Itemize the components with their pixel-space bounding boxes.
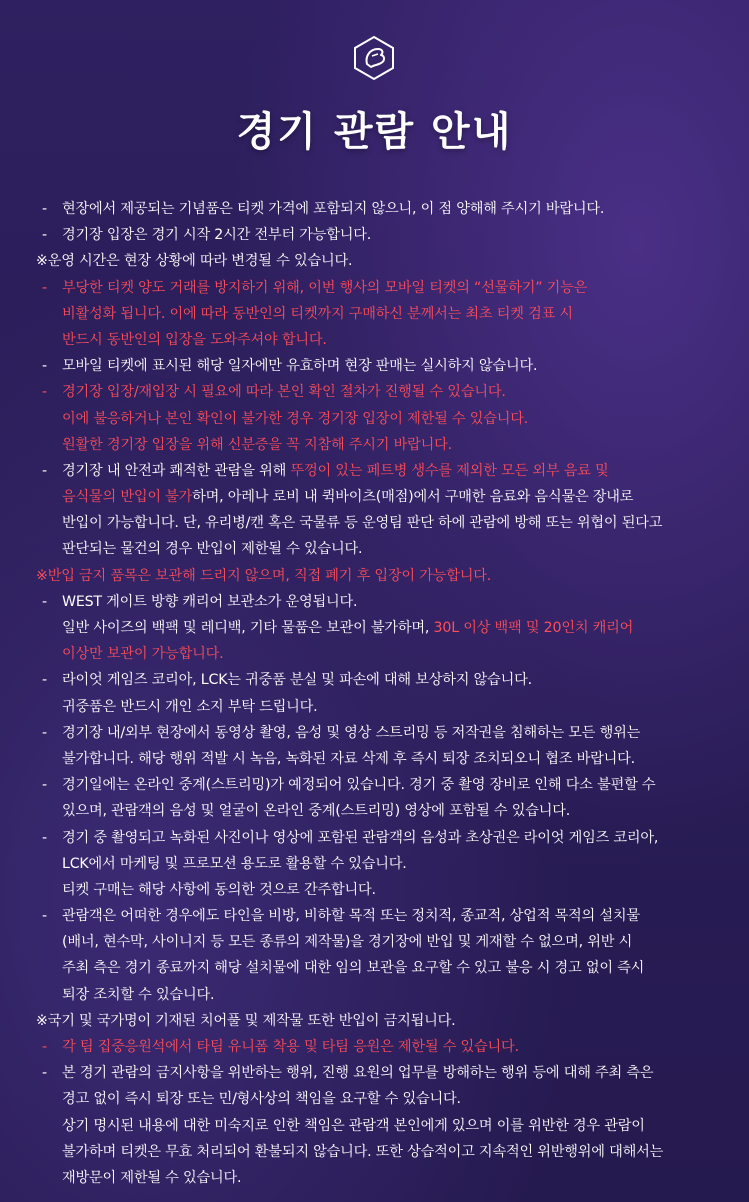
notice-text-highlight: 뚜껑이 있는 페트병 생수를 제외한 모든 외부 음료 및 <box>290 462 609 479</box>
notice-line <box>36 1165 716 1191</box>
notice-text-highlight: 각 팀 집중응원석에서 타팀 유니폼 착용 및 타팀 응원은 제한될 수 있습니다. <box>62 1039 519 1055</box>
notice-line <box>36 720 716 746</box>
notice-text: 본 경기 관람의 금지사항을 위반하는 행위, 진행 요원의 업무를 방해하는 행위 등에 대해 주최 측은 <box>62 1065 654 1082</box>
bullet-marker: - <box>42 358 47 375</box>
notice-line <box>36 851 716 877</box>
notice-text-highlight: 이에 불응하거나 본인 확인이 불가한 경우 경기장 입장이 제한될 수 있습니다. <box>62 410 529 427</box>
notice-line <box>36 798 716 824</box>
notice-text: 모바일 티켓에 표시된 해당 일자에만 유효하며 현장 판매는 실시하지 않습니다. <box>62 358 538 375</box>
notice-text: 경기장 입장은 경기 시작 2시간 전부터 가능합니다. <box>62 227 372 244</box>
notice-line <box>36 1008 716 1034</box>
notice-text: 경기장 내/외부 현장에서 동영상 촬영, 음성 및 영상 스트리밍 등 저작권을 침해하는 모든 행위는 <box>62 724 641 741</box>
notice-line <box>36 353 716 379</box>
bullet-marker: - <box>42 384 47 401</box>
notice-line <box>36 275 716 301</box>
notice-line <box>36 536 716 562</box>
notice-text: 퇴장 조치할 수 있습니다. <box>62 986 215 1003</box>
notice-text: 경기 중 촬영되고 녹화된 사진이나 영상에 포함된 관람객의 음성과 초상권은 라이엇 게임즈 코리아, <box>62 829 659 846</box>
bullet-marker: - <box>42 593 47 610</box>
bullet-marker: - <box>42 829 47 846</box>
notice-text-highlight: 음식물의 반입이 불가 <box>62 489 193 506</box>
notice-text: 귀중품은 반드시 개인 소지 부탁 드립니다. <box>62 698 318 715</box>
bullet-marker: - <box>42 201 47 217</box>
notice-line <box>36 929 716 955</box>
notice-text: LCK에서 마케팅 및 프로모션 용도로 활용할 수 있습니다. <box>62 855 407 872</box>
notice-text-highlight: ※반입 금지 품목은 보관해 드리지 않으며, 직접 폐기 후 입장이 가능합니다. <box>36 567 492 584</box>
notice-line <box>36 484 716 510</box>
notice-line <box>36 903 716 929</box>
notice-text-highlight: 비활성화 됩니다. 이에 따라 동반인의 티켓까지 구매하신 분께서는 최초 티켓 검표 시 <box>62 305 573 322</box>
notice-line <box>36 1113 716 1139</box>
notice-line <box>36 825 716 851</box>
notice-text: 경기일에는 온라인 중계(스트리밍)가 예정되어 있습니다. 경기 중 촬영 장비로 인해 다소 불편할 수 <box>62 777 656 794</box>
notice-text: 현장에서 제공되는 기념품은 티켓 가격에 포함되지 않으니, 이 점 양해해 주시기 바랍니다. <box>62 201 605 217</box>
notice-line <box>36 432 716 458</box>
notice-text: 티켓 구매는 해당 사항에 동의한 것으로 간주합니다. <box>62 881 376 898</box>
notice-line <box>36 955 716 981</box>
notice-line <box>36 667 716 693</box>
notice-text: 하며, 아레나 로비 내 퀵바이츠(매점)에서 구매한 음료와 음식물은 장내로 <box>192 489 634 506</box>
notice-line <box>36 1086 716 1112</box>
bullet-marker: - <box>42 462 47 479</box>
notice-line <box>36 458 716 484</box>
notice-text: 판단되는 물건의 경우 반입이 제한될 수 있습니다. <box>62 541 363 558</box>
notice-list <box>36 196 716 1191</box>
bullet-marker: - <box>42 279 47 296</box>
notice-text: ※국기 및 국가명이 기재된 치어풀 및 제작물 또한 반입이 금지됩니다. <box>36 1012 456 1029</box>
notice-line <box>36 615 716 641</box>
notice-text-highlight: 30L 이상 백팩 및 20인치 캐리어 <box>433 620 634 636</box>
notice-text-highlight: 경기장 입장/재입장 시 필요에 따라 본인 확인 절차가 진행될 수 있습니다. <box>62 384 506 401</box>
notice-line <box>36 301 716 327</box>
notice-text: 있으며, 관람객의 음성 및 얼굴이 온라인 중계(스트리밍) 영상에 포함될 수 있습니다. <box>62 803 571 820</box>
notice-line <box>36 1034 716 1060</box>
notice-line <box>36 772 716 798</box>
notice-line <box>36 406 716 432</box>
notice-line <box>36 510 716 536</box>
notice-text: 일반 사이즈의 백팩 및 레디백, 기타 물품은 보관이 불가하며, <box>62 620 434 636</box>
notice-line <box>36 982 716 1008</box>
notice-line <box>36 877 716 903</box>
notice-line <box>36 694 716 720</box>
notice-text: 재방문이 제한될 수 있습니다. <box>62 1169 242 1186</box>
notice-text-highlight: 부당한 티켓 양도 거래를 방지하기 위해, 이번 행사의 모바일 티켓의 “선물하기” 기능은 <box>62 279 588 296</box>
notice-text: 주최 측은 경기 종료까지 해당 설치물에 대한 임의 보관을 요구할 수 있고 불응 시 경고 없이 즉시 <box>62 960 645 977</box>
notice-text: ※운영 시간은 현장 상황에 따라 변경될 수 있습니다. <box>36 253 353 270</box>
page-title: 경기 관람 안내 <box>236 109 513 155</box>
notice-line <box>36 589 716 615</box>
notice-text: 경기장 내 안전과 쾌적한 관람을 위해 <box>62 462 291 479</box>
notice-text: (배너, 현수막, 사이니지 등 모든 종류의 제작물)을 경기장에 반입 및 게재할 수 없으며, 위반 시 <box>62 934 633 951</box>
bullet-marker: - <box>42 908 47 925</box>
bullet-marker: - <box>42 1065 47 1082</box>
notice-line <box>36 248 716 274</box>
notice-line <box>36 1139 716 1165</box>
notice-line <box>36 196 716 222</box>
notice-line <box>36 379 716 405</box>
notice-line <box>36 746 716 772</box>
bullet-marker: - <box>42 672 47 689</box>
notice-line <box>36 563 716 589</box>
notice-text: 상기 명시된 내용에 대한 미숙지로 인한 책임은 관람객 본인에게 있으며 이를 위반한 경우 관람이 <box>62 1117 645 1134</box>
bullet-marker: - <box>42 724 47 741</box>
bullet-marker: - <box>42 777 47 794</box>
notice-line <box>36 222 716 248</box>
notice-text: 관람객은 어떠한 경우에도 타인을 비방, 비하할 목적 또는 정치적, 종교적, 상업적 목적의 설치물 <box>62 908 640 925</box>
bullet-marker: - <box>42 1039 47 1055</box>
notice-line <box>36 1060 716 1086</box>
notice-text: 불가합니다. 해당 행위 적발 시 녹음, 녹화된 자료 삭제 후 즉시 퇴장 조치되오니 협조 바랍니다. <box>62 750 635 767</box>
notice-text: 불가하며 티켓은 무효 처리되어 환불되지 않습니다. 또한 상습적이고 지속적인 위반행위에 대해서는 <box>62 1143 664 1160</box>
notice-text: 반입이 가능합니다. 단, 유리병/캔 혹은 국물류 등 운영팀 판단 하에 관람에 방해 또는 위협이 된다고 <box>62 515 663 532</box>
notice-text-highlight: 원활한 경기장 입장을 위해 신분증을 꼭 지참해 주시기 바랍니다. <box>62 436 452 453</box>
riot-fist-logo-icon <box>350 34 398 82</box>
notice-line <box>36 641 716 667</box>
notice-text: 라이엇 게임즈 코리아, LCK는 귀중품 분실 및 파손에 대해 보상하지 않습니다. <box>62 672 532 689</box>
notice-line <box>36 327 716 353</box>
notice-text-highlight: 반드시 동반인의 입장을 도와주셔야 합니다. <box>62 331 327 348</box>
notice-text: 경고 없이 즉시 퇴장 또는 민/형사상의 책임을 요구할 수 있습니다. <box>62 1091 461 1108</box>
notice-text-highlight: 이상만 보관이 가능합니다. <box>62 646 224 663</box>
notice-text: WEST 게이트 방향 캐리어 보관소가 운영됩니다. <box>62 593 358 610</box>
bullet-marker: - <box>42 227 47 244</box>
